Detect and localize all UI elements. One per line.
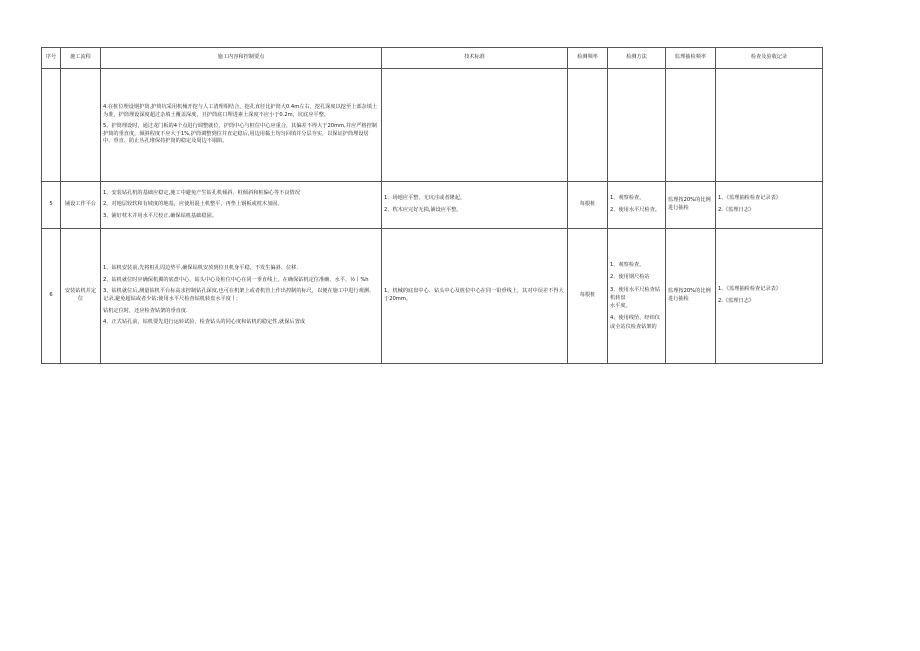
row-frequency [568, 69, 608, 182]
header-supervise: 监理抽检频率 [666, 48, 716, 69]
row-frequency: 每根桩 [568, 229, 608, 364]
content-line: 2、对地层较软和有坡度的地基，应使用混土机整平，再垫上钢板或枕木加固。 [103, 201, 283, 208]
row-process [61, 69, 101, 182]
content-line: 2、钻机就位时应确保机翼的底盘中心、钻头中心及桩位中心在同一垂直线上。在确保钻机定位准确、水平、½丨%h [103, 276, 369, 283]
row-content [101, 182, 382, 229]
row-content [101, 69, 382, 182]
method-line: 水平度。 [610, 303, 631, 310]
header-method: 检测方法 [608, 48, 666, 69]
table-row [42, 229, 823, 364]
table-row [42, 69, 823, 182]
row-frequency: 每根桩 [568, 182, 608, 229]
record-line: 1、《监理抽检检查记录表》 [718, 195, 781, 202]
header-standard: 技术标准 [382, 48, 568, 69]
content-line: 1、钻机安装前,先将桩孔周边垫平,确保钻机安放到位且机身平稳，不发生偏斜、位移. [103, 265, 298, 272]
content-line: 钻机定位时，还应检查钻架的垂直度. [103, 307, 188, 314]
method-line: 3、使用水平尺检查钻机转盘 [610, 286, 660, 301]
construction-table [41, 47, 823, 364]
standard-line: 1、机械的底盘中心、钻头中心及桩位中心在同一铅垂线上，其对中误差不得大于20mm。 [384, 288, 564, 302]
content-line: 3、铺好枕木并用水平尺校正,确保钻机基础稳固。 [103, 212, 217, 219]
header-record: 检查及验收记录 [716, 48, 823, 69]
method-line: 2、使用钢尺检站 [610, 274, 650, 281]
row-record [716, 182, 823, 229]
method-line: 1、观察检查。 [610, 261, 645, 268]
record-line: 1、《监理抽检检查记录表》 [718, 286, 781, 293]
row-process: 铺设工作平台 [61, 182, 101, 229]
row-supervise: 监理按20%的比例进行抽检 [666, 182, 716, 229]
content-line: 1、安装钻孔机的基础应稳定,施工中避免产生钻孔机倾斜、桩倾斜和桩偏心等不良情况 [103, 189, 300, 196]
row-standard [382, 229, 568, 364]
row-content [101, 229, 382, 364]
content-line: 4.在桩位埋设钢护筒,护筒坑采用机械开挖与人工清理相结合，挖孔直径比护筒大0.4m左右，挖孔深度以挖至上部杂填土为准，护筒埋设深度超过杂填土覆盖深度，且护筒底口埋进素土深度不应小于0.2m，坑底应平整。 [103, 104, 378, 118]
header-content: 施工内容和控制要点 [101, 48, 382, 69]
method-line: 2、使用水平尺检查。 [610, 207, 660, 213]
row-method [608, 229, 666, 364]
row-method [608, 69, 666, 182]
record-line: 2.《监理日志》 [718, 207, 755, 213]
row-no: 6 [42, 229, 61, 364]
row-standard [382, 69, 568, 182]
row-supervise [666, 69, 716, 182]
row-process: 安装钻机并定位 [61, 229, 101, 364]
header-row [42, 48, 823, 69]
content-line: 3、钻机就位后,测量钻机平台标高求控制钻孔深度,也可在机架上或者机管上作出控制的标尺，以便在施工中进行观测、记录,避免超钻或者少钻;使用水平尺检查钻机转盘水平度丨; [103, 288, 375, 302]
header-no: 序号 [42, 48, 61, 69]
row-no: 5 [42, 182, 61, 229]
method-line: 1、观察检查。 [610, 195, 645, 202]
content-line: 4、正式钻孔前，钻机要先进行运转试验，检查钻头的同心度和钻机的稳定性,就保后置成 [103, 319, 306, 326]
header-frequency: 检测频率 [568, 48, 608, 69]
row-record [716, 229, 823, 364]
row-standard [382, 182, 568, 229]
header-process: 施工流程 [61, 48, 101, 69]
standard-line: 1、场地应平整、无坑洼或者隆起。 [384, 195, 466, 202]
row-supervise: 监理按20%的比例进行抽检 [666, 229, 716, 364]
standard-line: 2、枕木应完好无损,铺设应平整。 [384, 207, 462, 213]
table-row [42, 182, 823, 229]
row-method [608, 182, 666, 229]
content-line: 5、护筒埋设时，通过龙门板的4个点进行调整就位，护筒中心与桩位中心应重合，其偏差不得大于20mm,并应严格控制护筒的垂直度，倾斜程度不应大于1%,护筒调整到位并直定稳后,用边用黏土均匀回填并分层夯实，以保证护筒埋设居中、垂直、防止丛孔堆保持护筒的稳定及周边不塌陷。 [103, 123, 377, 145]
row-record [716, 69, 823, 182]
method-line: 4、使用线坠、经纬仪或全站仪检查钻架的 [610, 315, 660, 330]
row-no [42, 69, 61, 182]
record-line: 2.《监理日志》 [718, 298, 755, 304]
